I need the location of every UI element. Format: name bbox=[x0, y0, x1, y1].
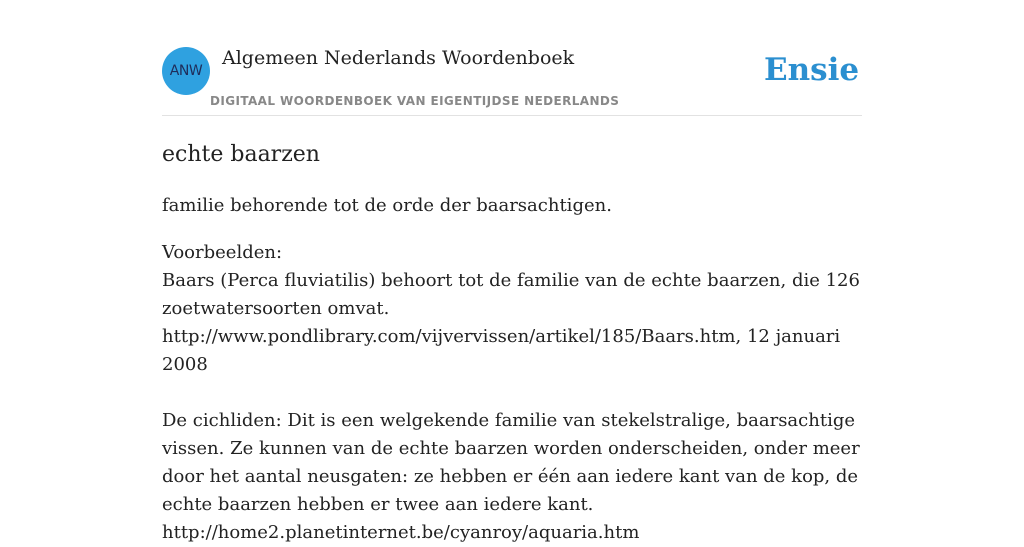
entry-headword: echte baarzen bbox=[162, 142, 320, 167]
examples-label: Voorbeelden: bbox=[162, 242, 283, 263]
header-divider bbox=[162, 115, 862, 116]
site-subtitle: DIGITAAL WOORDENBOEK VAN EIGENTIJDSE NEDERLANDS bbox=[210, 94, 620, 108]
example-spacer bbox=[162, 379, 862, 407]
site-title[interactable]: Algemeen Nederlands Woordenboek bbox=[222, 47, 575, 69]
example-text: Baars (Perca fluviatilis) behoort tot de familie van de echte baarzen, die 126 zoetwatersoorten omvat. bbox=[162, 270, 860, 319]
example-source: http://www.pondlibrary.com/vijvervissen/artikel/185/Baars.htm, 12 januari 2008 bbox=[162, 326, 841, 375]
entry-definition: familie behorende tot de orde der baarsachtigen. bbox=[162, 195, 612, 216]
example-text: De cichliden: Dit is een welgekende familie van stekelstralige, baarsachtige vissen. Ze kunnen van de echte baarzen worden onderscheiden, onder meer door het aantal neusgaten: ze hebben er één aan iedere kant van de kop, de echte baarzen hebben er twee aan iedere kant. bbox=[162, 410, 860, 515]
anw-logo[interactable]: ANW bbox=[162, 47, 210, 95]
examples-section bbox=[162, 239, 862, 547]
example-source: http://home2.planetinternet.be/cyanroy/aquaria.htm bbox=[162, 522, 640, 543]
ensie-brand-logo[interactable]: Ensie bbox=[764, 52, 860, 88]
